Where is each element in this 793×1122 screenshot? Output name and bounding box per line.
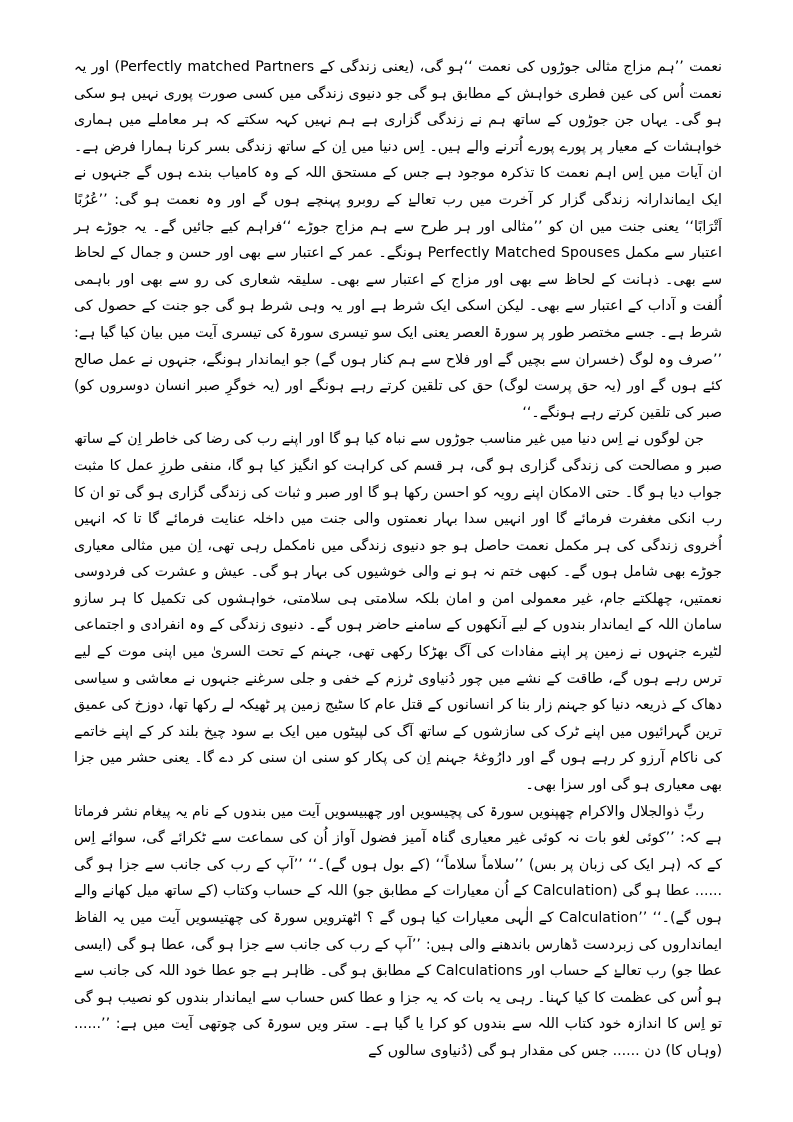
paragraph-3 [74, 799, 722, 1065]
paragraph-text: نعمت ’’ہم مزاج مثالی جوڑوں کی نعمت ‘‘ہو گی، (یعنی زندگی کے Perfectly matched Partners) اور یہ نعمت اُس کی عین فطری خواہش کے مطابق ہو گی جو دنیوی زندگی میں کسی صورت پوری نہیں ہو سکی ہو گی۔ یہاں جن جوڑوں کے ساتھ ہم نے زندگی گزاری ہے ہم نہیں کہہ سکتے کہ ہر معاملے میں ہماری خواہشات کے معیار پر پورے پورے اُترنے والے ہیں۔ اِس دنیا میں اِن کے ساتھ زندگی بسر کرنا ہمارا فرض ہے۔ ان آیات میں اِس اہم نعمت کا تذکرہ موجود ہے جس کے مستحق اللہ کے وہ کامیاب بندے ہوں گے جنہوں نے ایک ایماندارانہ زندگی گزار کر آخرت میں رب تعالےٰ کے روبرو پہنچے ہوں گے اور وہ نعمت ہو گی: ’’عُرُبًا اَتْرَابًا‘‘ یعنی جنت میں ان کو ’’مثالی اور ہر طرح سے ہم مزاج جوڑے ‘‘فراہم کیے جائیں گے۔ یہ جوڑے ہر اعتبار سے مکمل Perfectly Matched Spouses ہونگے۔ عمر کے اعتبار سے بھی اور حسن و جمال کے لحاظ سے بھی۔ ذہانت کے لحاظ سے بھی اور مزاج کے اعتبار سے بھی۔ سلیقہ شعاری کی رو سے بھی اور باہمی اُلفت و آداب کے اعتبار سے بھی۔ لیکن اسکی ایک شرط ہے اور یہ وہی شرط ہو گی جو جنت کے حصول کی شرط ہے۔ جسے مختصر طور پر سورۃ العصر یعنی ایک سو تیسری سورۃ کی تیسری آیت میں بیان کیا گیا ہے: ’’صرف وہ لوگ (خسران سے بچیں گے اور فلاح سے ہم کنار ہوں گے) جو ایماندار ہونگے، جنہوں نے عمل صالح کئے ہوں گے اور (یہ حق پرست لوگ) حق کی تلقین کرتے رہے ہونگے اور (یہ خوگرِ صبر انسان دوسروں کو) صبر کی تلقین کرتے رہے ہونگے۔‘‘ [74, 59, 722, 421]
paragraph-2 [74, 426, 722, 798]
paragraph-text: جن لوگوں نے اِس دنیا میں غیر مناسب جوڑوں سے نباہ کیا ہو گا اور اپنے رب کی رضا کی خاطر اِن کے ساتھ صبر و مصالحت کی زندگی گزاری ہو گی، ہر قسم کی کراہت کو انگیز کیا ہو گا، منفی طرزِ عمل کا مثبت جواب دیا ہو گا۔ حتی الامکان اپنے رویہ کو احسن رکھا ہو گا اور صبر و ثبات کی زندگی گزاری ہو گی تو ان کا رب انکی مغفرت فرمائے گا اور انہیں سدا بہار نعمتوں والی جنت میں داخلہ عنایت فرمائے گا تا کہ انہیں اُخروی زندگی کی ہر مکمل نعمت حاصل ہو جو دنیوی زندگی میں نامکمل رہی تھی، اِن میں مثالی معیاری جوڑے بھی شامل ہوں گے۔ کبھی ختم نہ ہو نے والی خوشیوں کی بہار ہو گی۔ عیش و عشرت کی فردوسی نعمتیں، چھلکتے جام، غیر معمولی امن و امان بلکہ سلامتی ہی سلامتی، خواہشوں کی تکمیل کا ہر سازو سامان اللہ کے ایماندار بندوں کے لیے آنکھوں کے سامنے حاضر ہوں گے۔ دنیوی زندگی کے وہ انفرادی و اجتماعی لٹیرے جنہوں نے زمین پر اپنے مفادات کی آگ بھڑکا رکھی تھی، جہنم کے تحت السریٰ میں اپنی موت کے لیے ترس رہے ہوں گے، طاقت کے نشے میں چور دُنیاوی ٹرزم کے خفی و جلی سرغنے جنہوں نے معاشی و سیاسی دھاک کے ذریعہ دنیا کو جہنم زار بنا کر انسانوں کے قتل عام کا سٹیج زمین پر ٹھیکہ لے رکھا تھا، دوزخ کی عمیق ترین گہرائیوں میں اپنے ٹرک کی سازشوں کے ساتھ آگ کی لپیٹوں میں ایک بے سود چیخ بلند کر کے اپنے خاتمے کی ناکام آرزو کر رہے ہوں گے اور دارُوغۂ جہنم اِن کی پکار کو سنی ان سنی کر دے گا۔ یعنی حشر میں جزا بھی معیاری ہو گی اور سزا بھی۔ [74, 431, 722, 794]
document-page [74, 54, 722, 1065]
paragraph-1 [74, 54, 722, 426]
paragraph-text: ربِّ ذوالجلال والاکرام چھپنویں سورۃ کی پچیسویں اور چھبیسویں آیت میں بندوں کے نام یہ پیغام نشر فرماتا ہے کہ: ’’کوئی لغو بات نہ کوئی غیر معیاری گناہ آمیز فضول آواز اُن کی سماعت سے ٹکرائے گی، سوائے اِس کے کہ (ہر ایک کی زبان پر بس) ’’سلاماً سلاماً‘‘ (کے بول ہوں گے)۔‘‘ ’’آپ کے رب کی جانب سے جزا ہو گی ...... عطا ہو گی (Calculation کے اُن معیارات کے مطابق جو) اللہ کے حساب وکتاب (کے ساتھ میل کھانے والے ہوں گے)۔‘‘ ’’Calculation کے الٰہی معیارات کیا ہوں گے ؟ اٹھترویں سورۃ کی چھتیسویں آیت میں یہ الفاظ ایمانداروں کی زبردست ڈھارس باندھنے والی ہیں: ’’آپ کے رب کی جانب سے جزا ہو گی، عطا ہو گی (ایسی عطا جو) رب تعالےٰ کے حساب اور Calculations کے مطابق ہو گی۔ ظاہر ہے جو عطا خود اللہ کی جانب سے ہو اُس کی عظمت کا کیا کہنا۔ رہی یہ بات کہ یہ جزا و عطا کس حساب سے ایماندار بندوں کو نصیب ہو گی تو اِس کا اندازہ خود کتاب اللہ سے بندوں کو کرا یا گیا ہے۔ ستر ویں سورۃ کی چوتھی آیت میں ہے: ’’...... (وہاں کا) دن ...... جس کی مقدار ہو گی (دُنیاوی سالوں کے [74, 803, 723, 1059]
